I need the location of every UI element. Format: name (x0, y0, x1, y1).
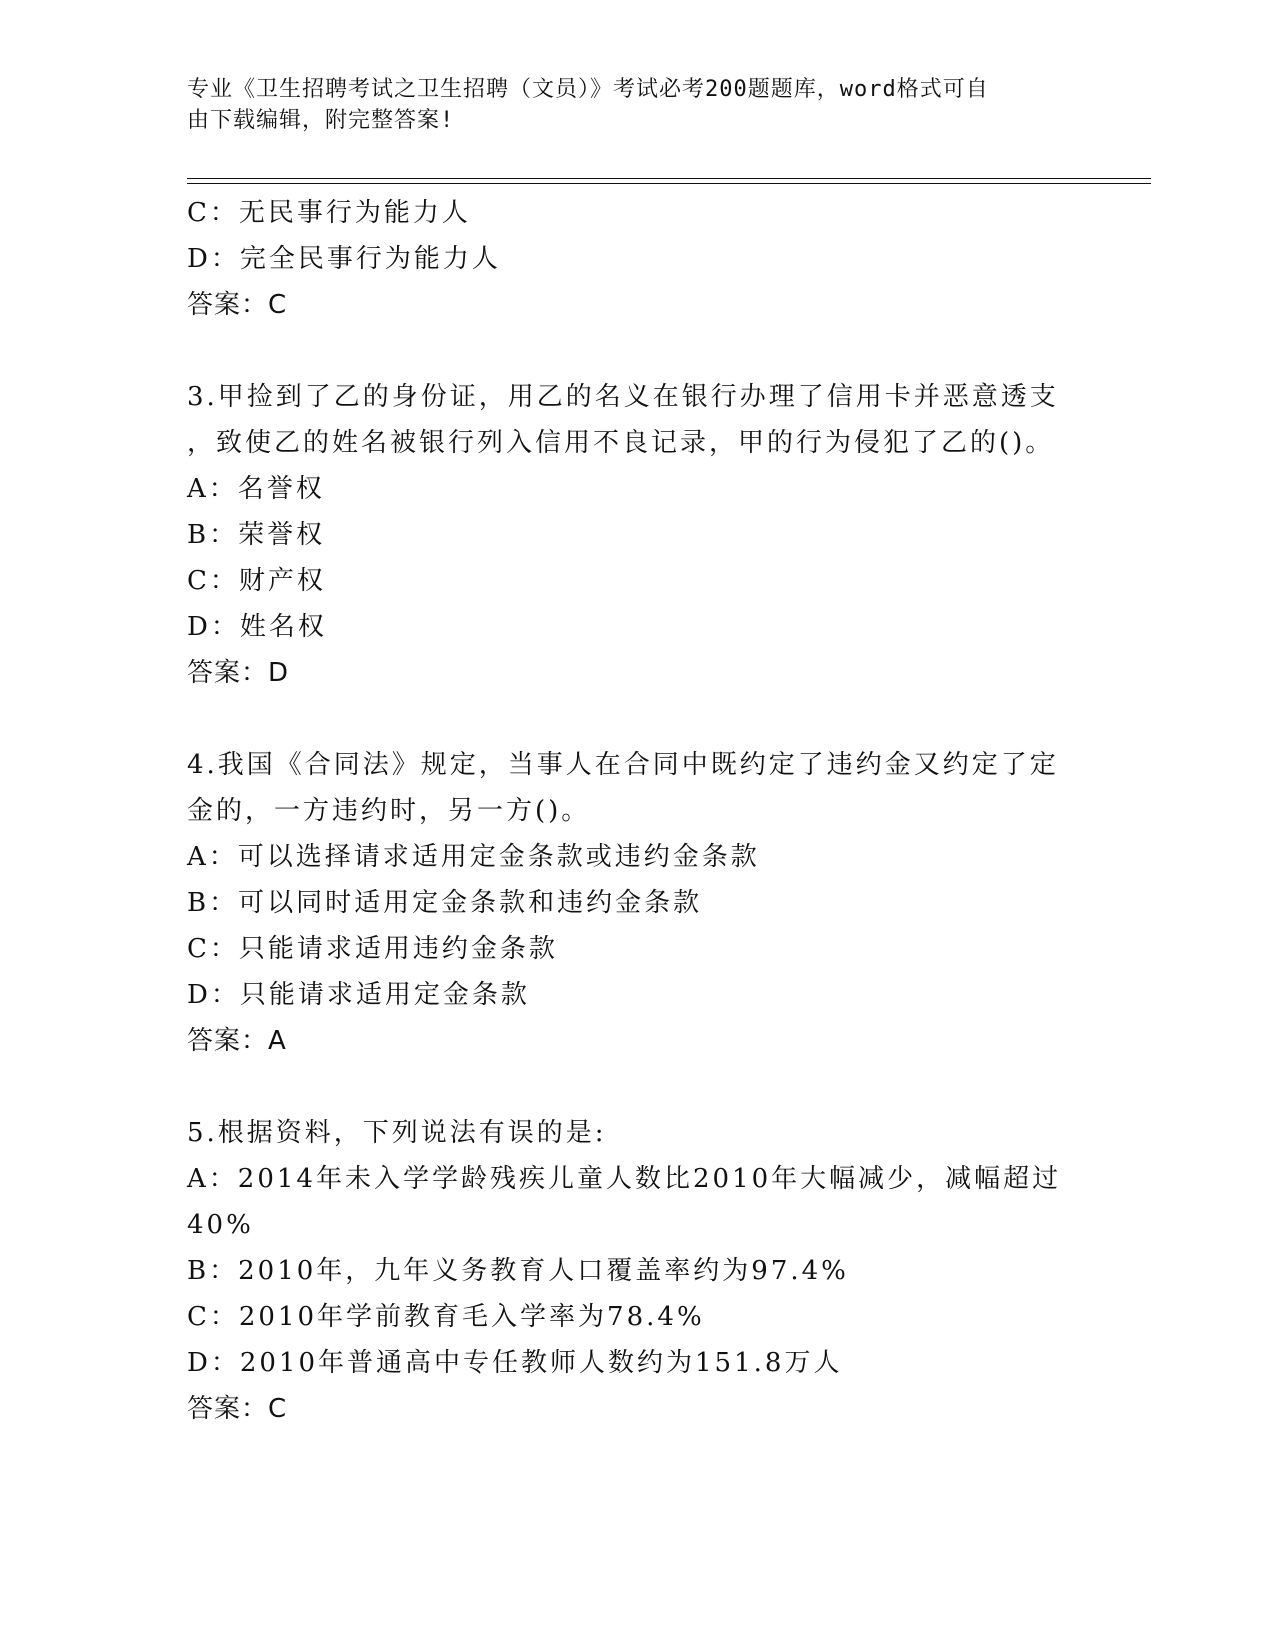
question-stem: 4.我国《合同法》规定，当事人在合同中既约定了违约金又约定了定 (187, 750, 1059, 780)
option-c: C：2010年学前教育毛入学率为78.4% (187, 1302, 705, 1332)
option-a: A：2014年未入学学龄残疾儿童人数比2010年大幅减少，减幅超过 (187, 1164, 1062, 1194)
option-d: D：姓名权 (187, 612, 327, 642)
option-c: C：财产权 (187, 566, 326, 596)
option-b: B：可以同时适用定金条款和违约金条款 (187, 888, 703, 918)
question-stem: ，致使乙的姓名被银行列入信用不良记录，甲的行为侵犯了乙的()。 (187, 428, 1055, 458)
option-b: B：荣誉权 (187, 520, 326, 550)
option-d: D：只能请求适用定金条款 (187, 980, 530, 1010)
header-line-2: 由下载编辑，附完整答案! (187, 108, 455, 133)
option-d: D：完全民事行为能力人 (187, 244, 501, 274)
question-list (187, 190, 1087, 1432)
option-a: A：可以选择请求适用定金条款或违约金条款 (187, 842, 760, 872)
question-stem: 金的，一方违约时，另一方()。 (187, 796, 591, 826)
option-a: A：名誉权 (187, 474, 325, 504)
question-5 (187, 1110, 1087, 1432)
option-d: D：2010年普通高中专任教师人数约为151.8万人 (187, 1348, 843, 1378)
header-rule-bottom (187, 183, 1151, 184)
header-rule-top (187, 178, 1151, 179)
answer: 答案：A (187, 1026, 287, 1056)
option-c: C：无民事行为能力人 (187, 198, 471, 228)
document-header (187, 74, 1067, 136)
answer: 答案：C (187, 1394, 288, 1424)
answer: 答案：C (187, 290, 288, 320)
answer: 答案：D (187, 658, 290, 688)
question-stem: 5.根据资料，下列说法有误的是: (187, 1118, 607, 1148)
question-stem: 3.甲捡到了乙的身份证，用乙的名义在银行办理了信用卡并恶意透支 (187, 382, 1059, 412)
option-a-continued: 40% (187, 1210, 254, 1240)
question-3 (187, 374, 1087, 696)
question-4 (187, 742, 1087, 1064)
question-2 (187, 190, 1087, 328)
option-b: B：2010年，九年义务教育人口覆盖率约为97.4% (187, 1256, 849, 1286)
option-c: C：只能请求适用违约金条款 (187, 934, 558, 964)
header-line-1: 专业《卫生招聘考试之卫生招聘（文员）》考试必考200题题库，word格式可自 (187, 77, 989, 102)
